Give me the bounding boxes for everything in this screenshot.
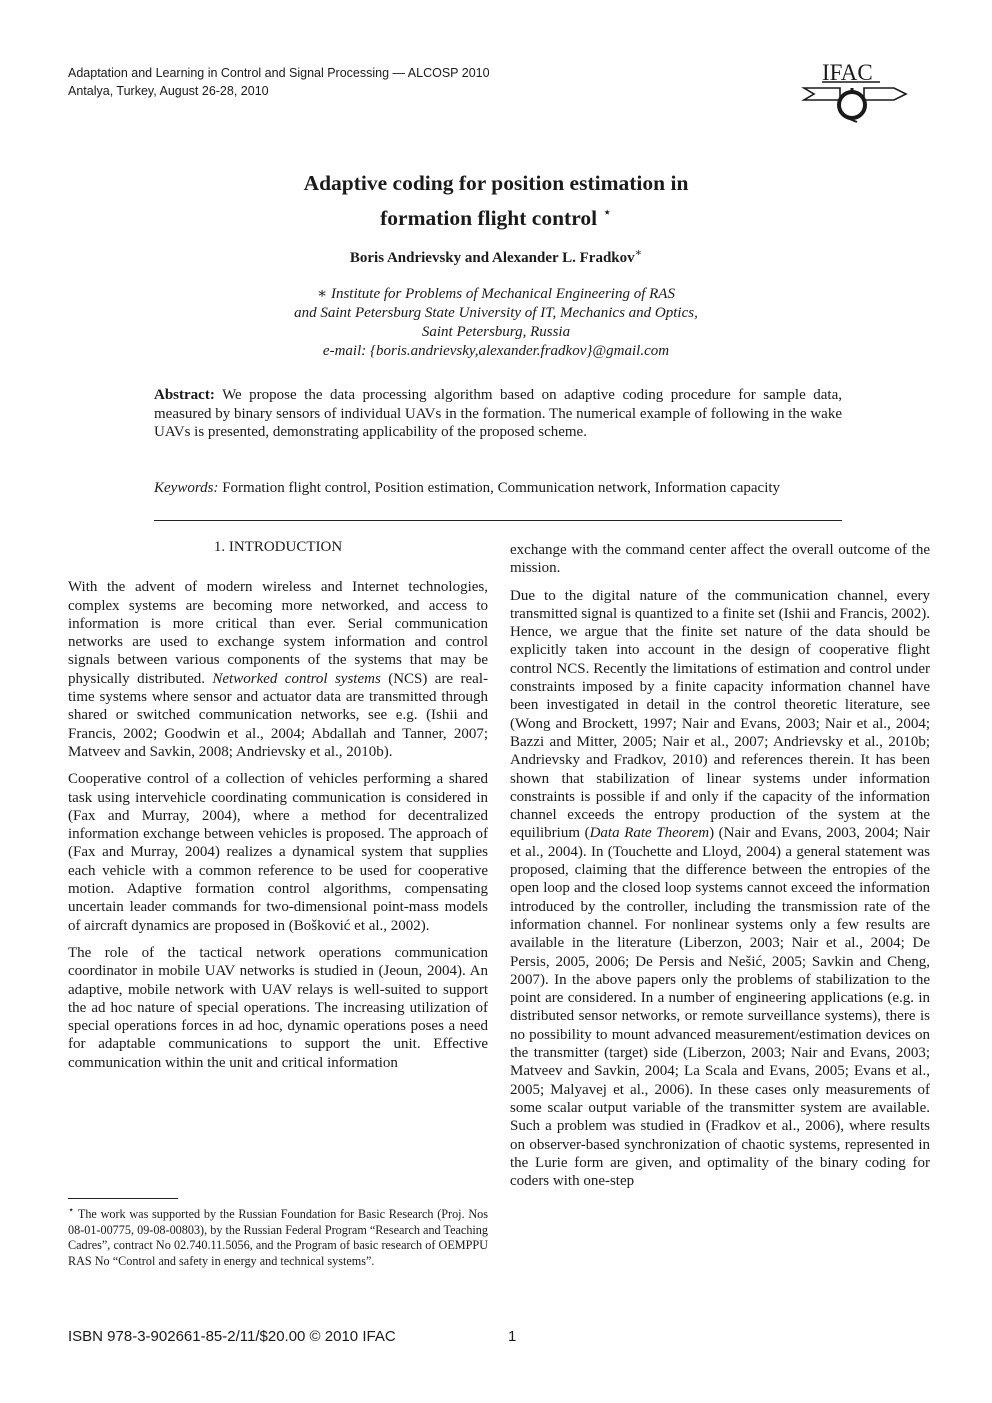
- conference-header: [68, 64, 490, 100]
- footer-isbn: ISBN 978-3-902661-85-2/11/$20.00 © 2010 IFAC: [68, 1328, 396, 1345]
- paragraph: [510, 587, 930, 1191]
- title-line-2: formation flight control: [380, 206, 598, 231]
- keywords-text: Formation flight control, Position estimation, Communication network, Information capacity: [218, 480, 781, 496]
- affiliation: [0, 285, 992, 361]
- affiliation-line-1: ∗ Institute for Problems of Mechanical Engineering of RAS: [317, 286, 675, 302]
- abstract-text: We propose the data processing algorithm based on adaptive coding procedure for sample data, measured by binary sensors of individual UAVs in the formation. The numerical example of following in the wake UAVs is presented, demonstrating applicability of the proposed scheme.: [154, 387, 842, 441]
- affiliation-email: e-mail: {boris.andrievsky,alexander.fradkov}@gmail.com: [322, 343, 670, 359]
- authors: [0, 246, 992, 267]
- paragraph-text: ) (Nair and Evans, 2003, 2004; Nair et al., 2004). In (Touchette and Lloyd, 2004) a general statement was proposed, claiming that the difference between the entropies of the open loop and the closed loop systems cannot exceed the information introduced by the controller, including the transmission rate of the information channel. For nonlinear systems only a few results are available in the literature (Liberzon, 2003; Nair et al., 2004; De Persis, 2005, 2006; De Persis and Nešić, 2005; Savkin and Cheng, 2007). In the above papers only the problems of stabilization to the point are considered. In a number of engineering applications (e.g. in distributed sensor networks, or remote surveillance systems), there is no possibility to mount advanced measurement/estimation devices on the transmitter (target) side (Liberzon, 2003; Nair and Evans, 2003; Matveev and Savkin, 2004; La Scala and Evans, 2005; Evans et al., 2005; Malyavej et al., 2006). In these cases only measurements of some scalar output variable of the transmitter system are available. Such a problem was studied in (Fradkov et al., 2006), where results on observer-based synchronization of chaotic systems, represented in the Lurie form are given, and optimality of the binary coding for coders with one-step: [510, 825, 930, 1190]
- ifac-logo-text: IFAC: [822, 60, 873, 85]
- abstract: [154, 386, 842, 442]
- paragraph-emphasis: Networked control systems: [212, 670, 381, 687]
- conference-name: Adaptation and Learning in Control and Signal Processing — ALCOSP 2010: [68, 66, 490, 80]
- footnote-text: The work was supported by the Russian Foundation for Basic Research (Proj. Nos 08-01-00775, 09-08-00803), by the Russian Federal Program “Research and Teaching Cadres”, contract No 02.740.11.5056, and the Program of basic research of OEMPPU RAS No “Control and safety in energy and technical systems”.: [68, 1207, 488, 1268]
- keywords-label: Keywords:: [154, 480, 219, 496]
- title-footnote-mark: ⋆: [602, 205, 612, 221]
- affiliation-line-3: Saint Petersburg, Russia: [421, 324, 571, 340]
- author-names: Boris Andrievsky and Alexander L. Fradkov: [349, 250, 635, 266]
- left-column: [68, 538, 488, 1081]
- right-column: [510, 541, 930, 1199]
- conference-location: Antalya, Turkey, August 26-28, 2010: [68, 84, 269, 98]
- ifac-logo: [800, 58, 910, 128]
- footnote-mark: ⋆: [68, 1205, 75, 1216]
- author-mark: ∗: [634, 247, 643, 259]
- footnote-divider: [68, 1198, 178, 1199]
- footnote: [68, 1203, 488, 1269]
- paragraph-text: With the advent of modern wireless and Internet technologies, complex systems are becoming more networked, and access to information is more critical than ever. Serial communication networks are used to exchange system information and control signals between various components of the systems that may be physically distributed.: [68, 579, 488, 687]
- paragraph-text: Due to the digital nature of the communication channel, every transmitted signal is quantized to a finite set (Ishii and Francis, 2002). Hence, we argue that the finite set nature of the data should be explicitly taken into account in the design of cooperative flight control NCS. Recently the limitations of estimation and control under constraints imposed by a finite capacity information channel have been investigated in detail in the control theoretic literature, see (Wong and Brockett, 1997; Nair and Evans, 2003; Nair et al., 2004; Bazzi and Mitter, 2005; Nair et al., 2007; Andrievsky et al., 2010b; Andrievsky and Fradkov, 2010) and references therein. It has been shown that stabilization of linear systems under information constraints is possible if and only if the capacity of the information channel exceeds the entropy production of the system at the equilibrium (: [510, 587, 930, 842]
- paragraph: exchange with the command center affect the overall outcome of the mission.: [510, 542, 930, 577]
- paragraph: [68, 578, 488, 761]
- paragraph: Cooperative control of a collection of vehicles performing a shared task using intervehicle coordinating communication is considered in (Fax and Murray, 2004), where a method for decentralized information exchange between vehicles is proposed. The approach of (Fax and Murray, 2004) realizes a dynamical system that supplies each vehicle with a common reference to be used for cooperative motion. Adaptive formation control algorithms, compensating uncertain leader commands for two-dimensional point-mass models of aircraft dynamics are proposed in (Bošković et al., 2002).: [68, 771, 488, 934]
- paragraph: The role of the tactical network operations communication coordinator in mobile UAV networks is studied in (Jeoun, 2004). An adaptive, mobile network with UAV relays is well-suited to support the ad hoc nature of special operations. The increasing utilization of special operations forces in ad hoc, dynamic operations poses a need for adaptable communications to support the unit. Effective communication within the unit and critical information: [68, 944, 488, 1071]
- page-number: 1: [508, 1328, 517, 1345]
- paragraph-text: (NCS) are real-time systems where sensor and actuator data are transmitted through shared or switched communication networks, see e.g. (Ishii and Francis, 2002; Goodwin et al., 2004; Abdallah and Tanner, 2007; Matveev and Savkin, 2008; Andrievsky et al., 2010b).: [68, 670, 488, 760]
- abstract-divider: [154, 520, 842, 521]
- paper-title: [0, 168, 992, 233]
- title-line-1: Adaptive coding for position estimation in: [303, 171, 689, 195]
- abstract-label: Abstract:: [154, 387, 215, 403]
- keywords: [154, 479, 842, 498]
- section-heading: 1. INTRODUCTION: [213, 539, 343, 555]
- paragraph-emphasis: Data Rate Theorem: [589, 825, 710, 842]
- affiliation-line-2: and Saint Petersburg State University of IT, Mechanics and Optics,: [294, 305, 698, 321]
